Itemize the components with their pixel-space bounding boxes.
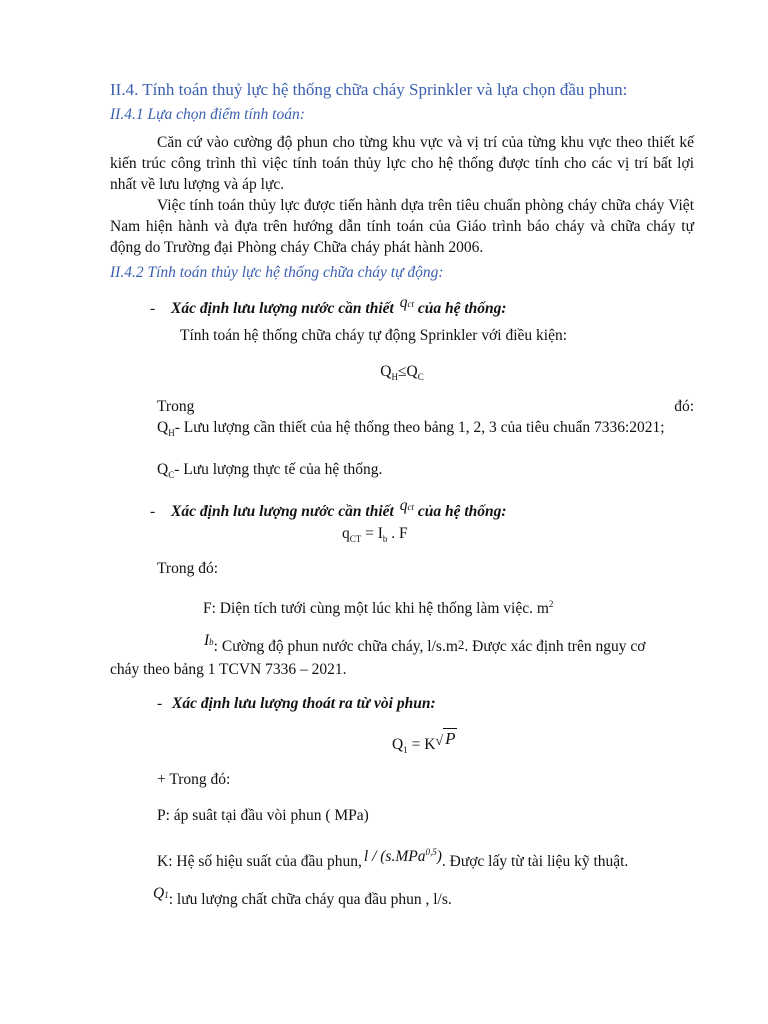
bullet-text: Xác định lưu lượng nước cần thiết <box>171 503 394 520</box>
bullet-nozzle-flow <box>157 693 697 714</box>
condition-text: Tính toán hệ thống chữa cháy tự động Sprinkler với điều kiện: <box>180 327 568 344</box>
paragraph-1: Căn cứ vào cường độ phun cho từng khu vực và vị trí của từng khu vực theo thiết kế kiến trúc công trình thì việc tính toán thủy lực cho hệ thống được tính cho các vị trí bất lợi nhất về lưu lượng và áp lực. <box>110 134 694 193</box>
bullet-text: Xác định lưu lượng thoát ra từ vòi phun: <box>172 695 436 712</box>
F-definition: F: Diện tích tưới cùng một lúc khi hệ thống làm việc. $m^2$ <box>203 599 554 618</box>
trong-do-2: Trong đó: <box>157 560 219 577</box>
formula-q1: $Q_1 = K√$ P <box>392 729 456 756</box>
subsection-heading-1: II.4.1 Lựa chọn điểm tính toán: <box>110 106 305 123</box>
K-definition: K: Hệ số hiệu suất của đầu phun, l / (s.MPa$^{0,5}$). Được lấy từ tài liệu kỹ thuật. <box>157 847 629 871</box>
Q1-definition: Q1: lưu lượng chất chữa cháy qua đầu phun , l/s. <box>153 885 452 908</box>
Q1-symbol: Q1 <box>153 885 169 902</box>
section-title: II.4. Tính toán thuỷ lực hệ thống chữa cháy Sprinkler và lựa chọn đầu phun: <box>110 80 628 99</box>
subsection-heading-2: II.4.2 Tính toán thủy lực hệ thống chữa cháy tự động: <box>110 264 444 281</box>
bullet-dash: - <box>157 695 163 712</box>
bullet-text-end: của hệ thống: <box>417 503 507 520</box>
qc-definition: $Q_C-$ Lưu lượng thực tế của hệ thống. <box>157 461 383 481</box>
formula-qct: $q_{CT} = I_b$ . F <box>342 525 408 545</box>
qh-definition: $Q_H-$ Lưu lượng cần thiết của hệ thống theo bảng 1, 2, 3 của tiêu chuẩn 7336:2021; <box>157 419 665 439</box>
bullet-qct-1 <box>150 294 710 321</box>
K-unit: l / (s.MPa$^{0,5}$) <box>363 847 442 866</box>
bullet-dash: - <box>150 503 156 520</box>
trong-do-line: Trong đó: <box>157 398 694 415</box>
plus-trong-do: + Trong đó: <box>157 771 231 788</box>
bullet-text-end: của hệ thống: <box>417 300 507 317</box>
bullet-dash: - <box>150 300 156 317</box>
Ib-symbol: Ib <box>204 632 214 649</box>
paragraph-2: Việc tính toán thủy lực được tiến hành dựa trên tiêu chuẩn phòng cháy chữa cháy Việt Nam hiện hành và đựa trên hướng dẫn tính toán của Giáo trình báo cháy và chữa cháy tự động do Trường đại Phòng cháy Chữa cháy phát hành 2006. <box>110 197 694 256</box>
formula-qh-qc: $Q_H\le Q_C$ <box>380 363 424 383</box>
Ib-definition: Ib: Cường độ phun nước chữa cháy, l/s.m2. Được xác định trên nguy cơ cháy theo bảng 1 TCVN 7336 – 2021. <box>110 632 646 678</box>
bullet-qct-2 <box>150 497 710 524</box>
qct-symbol: qct <box>399 497 414 514</box>
bullet-text: Xác định lưu lượng nước cần thiết <box>171 300 394 317</box>
P-definition: P: áp suât tại đầu vòi phun ( MPa) <box>157 807 369 824</box>
qct-symbol: qct <box>399 294 414 311</box>
